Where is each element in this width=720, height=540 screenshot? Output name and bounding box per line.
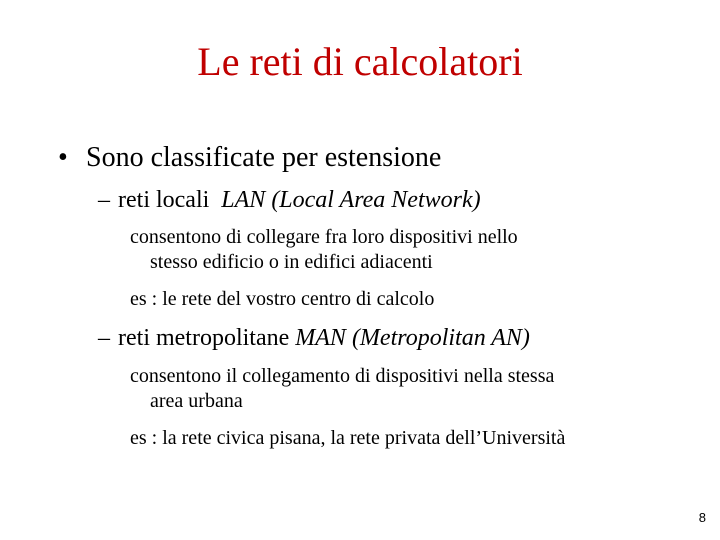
lan-description bbox=[130, 225, 518, 275]
slide-title: Le reti di calcolatori bbox=[197, 39, 523, 84]
bullet-icon: • bbox=[58, 142, 68, 173]
lan-description-line1: consentono di collegare fra loro dispositivi nello bbox=[130, 226, 518, 248]
man-description bbox=[130, 364, 554, 414]
dash-icon: – bbox=[98, 187, 110, 213]
main-bullet bbox=[58, 141, 441, 175]
lan-description-line2: stesso edificio o in edifici adiacenti bbox=[150, 251, 433, 273]
main-bullet-text: Sono classificate per estensione bbox=[86, 142, 442, 173]
sub-item-acronym: MAN (Metropolitan AN) bbox=[295, 325, 530, 351]
lan-example: es : le rete del vostro centro di calcolo bbox=[130, 288, 435, 310]
man-example: es : la rete civica pisana, la rete privata dell’Università bbox=[130, 427, 566, 449]
sub-item-man bbox=[98, 323, 530, 353]
sub-item-label: reti locali bbox=[118, 187, 210, 213]
sub-item-acronym: LAN (Local Area Network) bbox=[221, 187, 481, 213]
sub-item-lan bbox=[98, 185, 481, 215]
man-description-line2: area urbana bbox=[150, 390, 243, 412]
sub-item-label: reti metropolitane bbox=[118, 325, 290, 351]
dash-icon: – bbox=[98, 325, 110, 351]
man-description-line1: consentono il collegamento di dispositivi nella stessa bbox=[130, 365, 555, 387]
page-number: 8 bbox=[698, 510, 706, 525]
